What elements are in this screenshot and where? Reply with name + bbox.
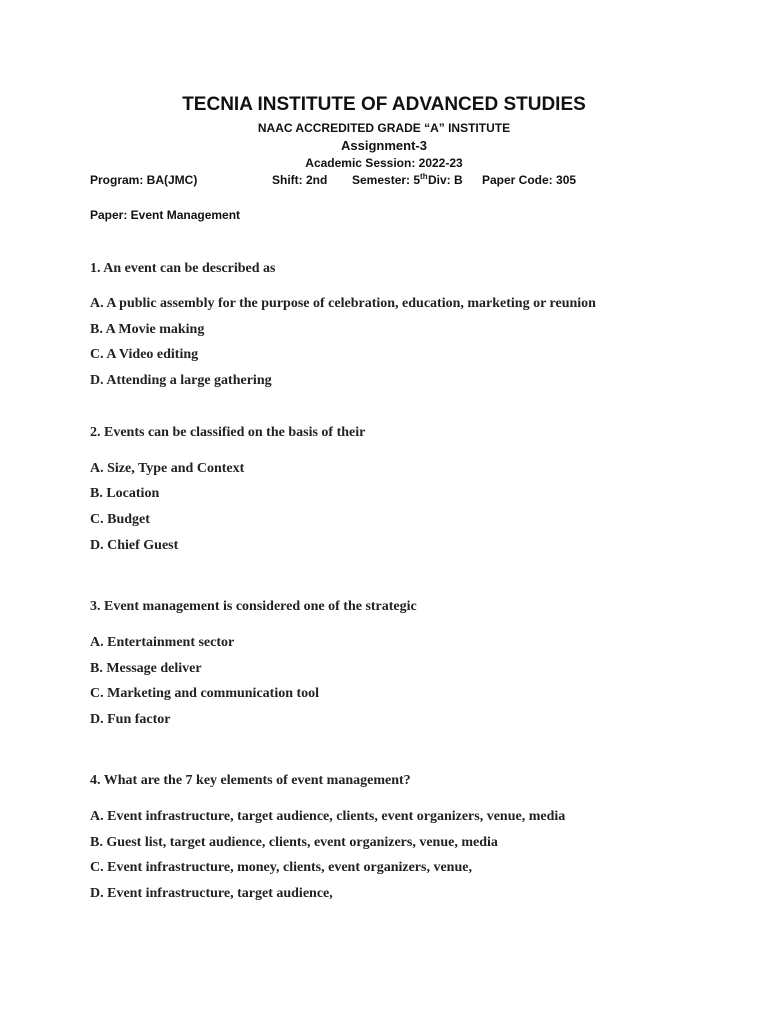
question-2: 2. Events can be classified on the basis of their — [90, 425, 366, 440]
question-4-option-d: D. Event infrastructure, target audience, — [90, 886, 333, 901]
academic-session: Academic Session: 2022-23 — [305, 156, 463, 170]
semester-ordinal-suffix: th — [420, 172, 428, 181]
accreditation-line: NAAC ACCREDITED GRADE “A” INSTITUTE — [257, 121, 511, 135]
assignment-title: Assignment-3 — [341, 138, 427, 153]
question-1-option-d: D. Attending a large gathering — [90, 373, 272, 388]
question-2-option-c: C. Budget — [90, 512, 150, 527]
question-2-option-b: B. Location — [90, 486, 160, 501]
shift-label: Shift: 2nd — [272, 173, 328, 187]
paper-name: Paper: Event Management — [90, 208, 241, 222]
division-label: Div: B — [428, 173, 463, 187]
question-4: 4. What are the 7 key elements of event management? — [90, 773, 411, 788]
question-2-option-d: D. Chief Guest — [90, 538, 179, 553]
question-3-option-b: B. Message deliver — [90, 661, 202, 676]
institute-title: TECNIA INSTITUTE OF ADVANCED STUDIES — [182, 94, 586, 115]
question-4-option-c: C. Event infrastructure, money, clients, event organizers, venue, — [90, 860, 472, 875]
program-label: Program: BA(JMC) — [90, 173, 198, 187]
question-4-option-a: A. Event infrastructure, target audience, clients, event organizers, venue, media — [90, 809, 566, 824]
question-3-option-d: D. Fun factor — [90, 712, 171, 727]
question-1-option-b: B. A Movie making — [90, 322, 205, 337]
semester-value: Semester: 5 — [352, 173, 421, 187]
question-3-option-c: C. Marketing and communication tool — [90, 686, 320, 701]
paper-code-label: Paper Code: 305 — [482, 173, 577, 187]
question-4-option-b: B. Guest list, target audience, clients, event organizers, venue, media — [90, 835, 498, 850]
question-1: 1. An event can be described as — [90, 261, 276, 276]
course-meta-row — [90, 173, 690, 189]
question-3-option-a: A. Entertainment sector — [90, 635, 235, 650]
semester-label — [352, 173, 428, 187]
question-2-option-a: A. Size, Type and Context — [90, 461, 245, 476]
question-1-option-a: A. A public assembly for the purpose of celebration, education, marketing or reunion — [90, 296, 596, 311]
question-3: 3. Event management is considered one of the strategic — [90, 599, 417, 614]
question-1-option-c: C. A Video editing — [90, 347, 199, 362]
